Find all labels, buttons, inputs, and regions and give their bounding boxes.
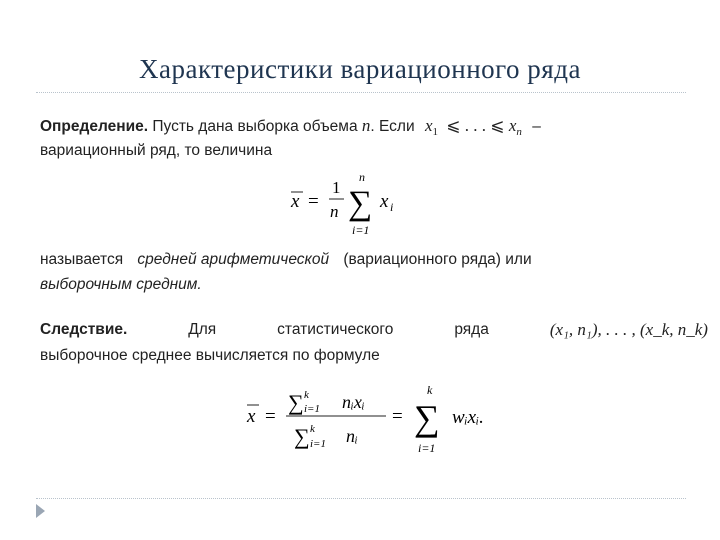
weighted-mean-formula xyxy=(238,380,508,460)
rhs-sum-sign: ∑ xyxy=(414,398,440,438)
statistical-series: (x₁, n₁), . . . , (x_k, n_k) xyxy=(549,320,708,339)
equals-sign-2: = xyxy=(392,406,403,427)
x-last-subscript: n xyxy=(516,126,522,139)
summand-subscript: i xyxy=(390,200,394,214)
if-text: . Если xyxy=(370,118,415,135)
sum-sign: ∑ xyxy=(348,185,373,222)
definition-label: Определение. xyxy=(40,118,149,135)
variation-series-text: (вариационного ряда) или xyxy=(343,251,532,268)
x-last-symbol: x xyxy=(508,116,517,135)
numerator-sum-upper: k xyxy=(304,389,309,401)
top-divider xyxy=(36,92,686,93)
mean-lhs: x xyxy=(291,191,300,212)
definition-line-1 xyxy=(40,116,541,142)
corollary-word-for: Для xyxy=(188,321,217,338)
equals-sign: = xyxy=(308,191,319,212)
denominator-sum-sign: ∑ xyxy=(294,424,310,449)
definition-line-2: вариационный ряд, то величина xyxy=(40,142,273,159)
fraction-denominator: n xyxy=(330,202,339,221)
ordering-relation: ⩽ . . . ⩽ xyxy=(446,116,505,135)
mean-formula xyxy=(280,168,420,242)
fraction-numerator: 1 xyxy=(332,178,341,197)
denominator-sum-lower: i=1 xyxy=(310,438,326,450)
corollary-word-statistical: статистического xyxy=(277,321,394,338)
x-first-symbol: x xyxy=(424,116,433,135)
rhs-term: wᵢxᵢ. xyxy=(452,407,484,428)
definition-line-4: выборочным средним. xyxy=(40,276,202,293)
slide-bullet-arrow-icon xyxy=(36,504,45,518)
rhs-sum-upper: k xyxy=(427,383,433,397)
weighted-mean-lhs: x xyxy=(247,406,256,427)
numerator-sum-sign: ∑ xyxy=(288,390,304,415)
corollary-label: Следствие. xyxy=(40,321,128,338)
denominator-term: nᵢ xyxy=(346,426,358,446)
sum-upper-limit: n xyxy=(359,170,365,184)
sum-lower-limit: i=1 xyxy=(352,223,370,237)
corollary-line-2: выборочное среднее вычисляется по формуле xyxy=(40,347,380,364)
rhs-sum-lower: i=1 xyxy=(418,441,436,455)
called-text: называется xyxy=(40,251,124,268)
arithmetic-mean-term: средней арифметической xyxy=(137,251,330,268)
numerator-term: nᵢxᵢ xyxy=(342,392,365,412)
denominator-sum-upper: k xyxy=(310,423,315,435)
definition-line-3 xyxy=(40,250,532,270)
definition-text: Пусть дана выборка объема xyxy=(152,118,358,135)
slide-title: Характеристики вариационного ряда xyxy=(139,54,581,84)
corollary-line-1 xyxy=(40,320,708,340)
corollary-word-series: ряда xyxy=(454,321,489,338)
sample-size-symbol: n xyxy=(361,116,371,135)
summand: x xyxy=(380,191,389,212)
equals-sign-1: = xyxy=(265,406,276,427)
numerator-sum-lower: i=1 xyxy=(304,403,320,415)
dash: – xyxy=(532,118,541,135)
bottom-divider xyxy=(36,498,686,499)
x-first-subscript: 1 xyxy=(432,126,438,139)
